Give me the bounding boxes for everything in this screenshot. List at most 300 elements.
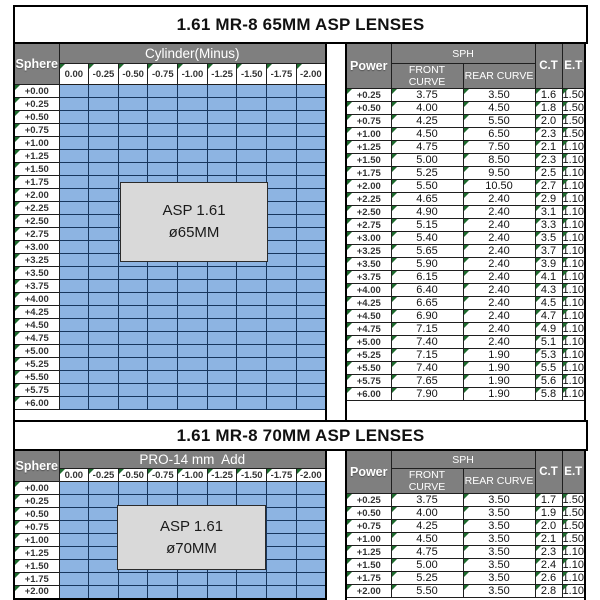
rear-curve-value: 3.50 xyxy=(463,533,535,546)
rear-curve-value: 6.50 xyxy=(463,128,535,141)
empty-cell xyxy=(237,111,267,124)
power-header: Power xyxy=(346,43,391,89)
cylinder-col-header: -1.00 xyxy=(178,469,208,482)
sphere-header: Sphere xyxy=(14,43,59,85)
power-row xyxy=(346,271,585,284)
empty-cell xyxy=(267,306,297,319)
empty-cell xyxy=(296,371,326,384)
empty-cell xyxy=(148,384,178,397)
front-curve-value: 5.00 xyxy=(391,559,463,572)
ct-value: 4.9 xyxy=(535,323,562,336)
empty-cell xyxy=(118,397,148,410)
et-value: 1.10 xyxy=(562,219,584,231)
sphere-value-label: +0.25 xyxy=(14,98,59,111)
empty-cell xyxy=(89,371,119,384)
power-value-label: +2.75 xyxy=(346,219,391,232)
rear-curve-value: 1.90 xyxy=(463,375,535,388)
lens-material-label: ASP 1.61 xyxy=(162,202,226,220)
empty-cell xyxy=(118,124,148,137)
empty-cell xyxy=(59,495,89,508)
power-value-label: +0.50 xyxy=(346,507,391,520)
cylinder-col-header: -0.25 xyxy=(89,64,119,85)
cylinder-col-header: -0.25 xyxy=(89,469,119,482)
empty-cell xyxy=(59,85,89,98)
empty-cell xyxy=(237,482,267,495)
sphere-value-label: +0.00 xyxy=(14,482,59,495)
empty-cell xyxy=(237,293,267,306)
power-value-label: +2.00 xyxy=(346,180,391,193)
empty-cell xyxy=(237,163,267,176)
empty-cell xyxy=(59,150,89,163)
empty-cell xyxy=(296,573,326,586)
power-value-label: +1.50 xyxy=(346,154,391,167)
empty-cell xyxy=(59,358,89,371)
ct-value: 2.9 xyxy=(535,193,562,206)
empty-cell xyxy=(178,124,208,137)
power-row xyxy=(346,193,585,206)
front-curve-value: 6.65 xyxy=(391,297,463,310)
empty-cell xyxy=(207,482,237,495)
front-curve-value: 4.25 xyxy=(391,520,463,533)
cylinder-col-header: -1.25 xyxy=(207,469,237,482)
empty-cell xyxy=(296,280,326,293)
empty-cell xyxy=(296,150,326,163)
sphere-value-label: +1.50 xyxy=(14,163,59,176)
ct-value: 2.0 xyxy=(535,115,562,128)
sphere-value-label: +1.25 xyxy=(14,547,59,560)
sphere-value-label: +3.75 xyxy=(14,280,59,293)
rear-curve-header: REAR CURVE xyxy=(463,469,535,494)
front-curve-value: 4.75 xyxy=(391,546,463,559)
empty-cell xyxy=(178,397,208,410)
rear-curve-value: 1.90 xyxy=(463,388,535,401)
sphere-value-label: +3.25 xyxy=(14,254,59,267)
sphere-row xyxy=(14,293,326,306)
front-curve-value: 5.50 xyxy=(391,585,463,598)
power-row xyxy=(346,336,585,349)
et-value: 1.50 xyxy=(562,533,584,545)
sphere-row xyxy=(14,280,326,293)
sph-group-header: SPH xyxy=(391,450,535,469)
power-value-label: +5.00 xyxy=(346,336,391,349)
empty-cell xyxy=(89,241,119,254)
empty-cell xyxy=(296,254,326,267)
lens-diameter-box-65 xyxy=(120,182,268,262)
sphere-value-label: +3.50 xyxy=(14,267,59,280)
cylinder-col-header: -0.50 xyxy=(118,64,148,85)
empty-cell xyxy=(89,189,119,202)
et-value: 1.10 xyxy=(562,167,584,179)
section2-cylinder-grid-wrap xyxy=(13,449,327,600)
et-value: 1.10 xyxy=(562,297,584,309)
et-value: 1.10 xyxy=(562,193,584,205)
empty-cell xyxy=(59,586,89,599)
empty-cell xyxy=(267,111,297,124)
empty-cell xyxy=(237,124,267,137)
empty-cell xyxy=(296,534,326,547)
section2-curve-table xyxy=(345,449,586,600)
empty-cell xyxy=(148,124,178,137)
empty-cell xyxy=(296,319,326,332)
rear-curve-value: 2.40 xyxy=(463,271,535,284)
sphere-value-label: +1.75 xyxy=(14,176,59,189)
power-row xyxy=(346,559,585,572)
cylinder-col-header: -1.25 xyxy=(207,64,237,85)
front-curve-value: 5.40 xyxy=(391,232,463,245)
power-row xyxy=(346,128,585,141)
empty-cell xyxy=(148,111,178,124)
rear-curve-value: 2.40 xyxy=(463,219,535,232)
empty-cell xyxy=(237,319,267,332)
empty-cell xyxy=(118,358,148,371)
sphere-value-label: +0.50 xyxy=(14,111,59,124)
empty-cell xyxy=(148,573,178,586)
et-value: 1.10 xyxy=(562,310,584,322)
et-value: 1.10 xyxy=(562,362,584,374)
empty-cell xyxy=(296,508,326,521)
sphere-row xyxy=(14,573,326,586)
empty-cell xyxy=(267,85,297,98)
ct-value: 2.8 xyxy=(535,585,562,598)
empty-cell xyxy=(267,397,297,410)
front-curve-value: 7.90 xyxy=(391,388,463,401)
power-row xyxy=(346,494,585,507)
power-value-label: +0.50 xyxy=(346,102,391,115)
et-value: 1.10 xyxy=(562,559,584,571)
section1-curve-table-wrap xyxy=(345,42,586,425)
empty-cell xyxy=(207,332,237,345)
cylinder-col-header: -2.00 xyxy=(296,469,326,482)
empty-cell xyxy=(118,332,148,345)
empty-cell xyxy=(207,371,237,384)
sphere-value-label: +2.00 xyxy=(14,189,59,202)
empty-cell xyxy=(207,280,237,293)
rear-curve-value: 8.50 xyxy=(463,154,535,167)
ct-value: 5.5 xyxy=(535,362,562,375)
sphere-row xyxy=(14,150,326,163)
empty-cell xyxy=(267,495,297,508)
ct-value: 3.7 xyxy=(535,245,562,258)
sphere-value-label: +1.50 xyxy=(14,560,59,573)
sphere-row xyxy=(14,332,326,345)
power-value-label: +2.25 xyxy=(346,193,391,206)
empty-cell xyxy=(237,345,267,358)
ct-header: C.T xyxy=(535,43,562,89)
rear-curve-value: 4.50 xyxy=(463,102,535,115)
power-row xyxy=(346,520,585,533)
empty-cell xyxy=(178,319,208,332)
empty-cell xyxy=(267,150,297,163)
empty-cell xyxy=(118,345,148,358)
front-curve-value: 5.90 xyxy=(391,258,463,271)
sphere-value-label: +4.00 xyxy=(14,293,59,306)
empty-cell xyxy=(59,111,89,124)
power-row xyxy=(346,232,585,245)
section1-curve-table xyxy=(345,42,586,425)
empty-cell xyxy=(267,319,297,332)
ct-value: 5.6 xyxy=(535,375,562,388)
front-curve-value: 4.00 xyxy=(391,507,463,520)
rear-curve-value: 2.40 xyxy=(463,284,535,297)
ct-value: 2.1 xyxy=(535,533,562,546)
empty-cell xyxy=(118,586,148,599)
ct-value: 2.3 xyxy=(535,546,562,559)
empty-cell xyxy=(237,98,267,111)
power-value-label: +4.50 xyxy=(346,310,391,323)
front-curve-value: 4.50 xyxy=(391,533,463,546)
power-value-label: +1.25 xyxy=(346,141,391,154)
power-value-label: +1.00 xyxy=(346,128,391,141)
empty-cell xyxy=(148,371,178,384)
power-value-label: +2.00 xyxy=(346,585,391,598)
empty-cell xyxy=(296,521,326,534)
empty-cell xyxy=(267,241,297,254)
sphere-value-label: +1.00 xyxy=(14,534,59,547)
empty-cell xyxy=(89,267,119,280)
empty-cell xyxy=(89,124,119,137)
empty-cell xyxy=(59,280,89,293)
empty-cell xyxy=(267,215,297,228)
sphere-row xyxy=(14,397,326,410)
empty-cell xyxy=(207,573,237,586)
empty-cell xyxy=(296,85,326,98)
et-value: 1.10 xyxy=(562,284,584,296)
et-value: 1.10 xyxy=(562,180,584,192)
empty-cell xyxy=(267,124,297,137)
et-value: 1.10 xyxy=(562,271,584,283)
empty-cell xyxy=(267,384,297,397)
power-row xyxy=(346,388,585,401)
empty-cell xyxy=(207,384,237,397)
cylinder-col-header: -0.75 xyxy=(148,469,178,482)
ct-header: C.T xyxy=(535,450,562,494)
ct-value: 1.9 xyxy=(535,507,562,520)
sphere-row xyxy=(14,371,326,384)
front-curve-value: 4.65 xyxy=(391,193,463,206)
front-curve-value: 5.50 xyxy=(391,180,463,193)
empty-cell xyxy=(148,306,178,319)
sph-group-header: SPH xyxy=(391,43,535,64)
power-value-label: +6.00 xyxy=(346,388,391,401)
empty-cell xyxy=(89,358,119,371)
rear-curve-value: 1.90 xyxy=(463,362,535,375)
ct-value: 5.8 xyxy=(535,388,562,401)
sphere-value-label: +2.00 xyxy=(14,586,59,599)
power-row xyxy=(346,585,585,598)
empty-cell xyxy=(178,345,208,358)
section1-cylinder-grid-wrap xyxy=(13,42,327,424)
empty-cell xyxy=(89,560,119,573)
empty-cell xyxy=(59,254,89,267)
cylinder-col-header: 0.00 xyxy=(59,469,89,482)
ct-value: 4.5 xyxy=(535,297,562,310)
empty-cell xyxy=(118,280,148,293)
empty-cell xyxy=(296,163,326,176)
empty-cell xyxy=(118,306,148,319)
empty-cell xyxy=(89,573,119,586)
empty-cell xyxy=(89,254,119,267)
empty-cell xyxy=(267,137,297,150)
sphere-value-label: +5.25 xyxy=(14,358,59,371)
empty-cell xyxy=(59,371,89,384)
sphere-row xyxy=(14,163,326,176)
ct-value: 4.3 xyxy=(535,284,562,297)
cylinder-col-header: -2.00 xyxy=(296,64,326,85)
ct-value: 5.3 xyxy=(535,349,562,362)
empty-cell xyxy=(89,163,119,176)
empty-cell xyxy=(148,358,178,371)
front-curve-header: FRONT CURVE xyxy=(391,64,463,89)
empty-cell xyxy=(296,495,326,508)
empty-cell xyxy=(178,85,208,98)
ct-value: 3.9 xyxy=(535,258,562,271)
ct-value: 2.3 xyxy=(535,128,562,141)
front-curve-value: 7.40 xyxy=(391,362,463,375)
empty-cell xyxy=(178,358,208,371)
et-value: 1.10 xyxy=(562,323,584,335)
empty-cell xyxy=(178,280,208,293)
empty-cell xyxy=(237,332,267,345)
et-value: 1.10 xyxy=(562,206,584,218)
empty-cell xyxy=(267,371,297,384)
sphere-value-label: +1.75 xyxy=(14,573,59,586)
front-curve-value: 7.65 xyxy=(391,375,463,388)
empty-cell xyxy=(296,228,326,241)
empty-cell xyxy=(296,560,326,573)
et-value: 1.10 xyxy=(562,245,584,257)
front-curve-value: 5.25 xyxy=(391,572,463,585)
empty-cell xyxy=(267,228,297,241)
empty-cell xyxy=(59,215,89,228)
empty-cell xyxy=(59,534,89,547)
ct-value: 2.5 xyxy=(535,167,562,180)
ct-value: 1.6 xyxy=(535,89,562,102)
empty-cell xyxy=(118,267,148,280)
front-curve-value: 3.75 xyxy=(391,494,463,507)
empty-cell xyxy=(296,384,326,397)
power-row xyxy=(346,206,585,219)
et-value: 1.10 xyxy=(562,232,584,244)
empty-cell xyxy=(118,371,148,384)
sphere-row xyxy=(14,98,326,111)
sphere-value-label: +5.75 xyxy=(14,384,59,397)
empty-cell xyxy=(89,345,119,358)
sphere-row xyxy=(14,137,326,150)
et-value: 1.10 xyxy=(562,572,584,584)
empty-cell xyxy=(59,241,89,254)
sphere-row xyxy=(14,124,326,137)
et-value: 1.50 xyxy=(562,89,584,101)
front-curve-value: 6.15 xyxy=(391,271,463,284)
empty-cell xyxy=(207,137,237,150)
empty-cell xyxy=(148,98,178,111)
power-value-label: +2.50 xyxy=(346,206,391,219)
lens-material-label: ASP 1.61 xyxy=(159,517,224,535)
rear-curve-value: 3.50 xyxy=(463,507,535,520)
sphere-value-label: +4.50 xyxy=(14,319,59,332)
empty-cell xyxy=(59,560,89,573)
empty-cell xyxy=(59,98,89,111)
power-header: Power xyxy=(346,450,391,494)
empty-cell xyxy=(89,521,119,534)
front-curve-value: 7.15 xyxy=(391,323,463,336)
empty-cell xyxy=(207,98,237,111)
sphere-value-label: +2.50 xyxy=(14,215,59,228)
pro14-add-group-header: PRO-14 mm Add xyxy=(59,450,326,469)
empty-cell xyxy=(89,306,119,319)
empty-cell xyxy=(178,267,208,280)
et-value: 1.10 xyxy=(562,375,584,387)
empty-cell xyxy=(59,267,89,280)
et-value: 1.50 xyxy=(562,102,584,114)
empty-cell xyxy=(59,482,89,495)
front-curve-value: 4.25 xyxy=(391,115,463,128)
empty-cell xyxy=(237,358,267,371)
empty-cell xyxy=(118,85,148,98)
cylinder-col-header: -1.50 xyxy=(237,64,267,85)
rear-curve-header: REAR CURVE xyxy=(463,64,535,89)
power-row xyxy=(346,180,585,193)
empty-cell xyxy=(118,319,148,332)
empty-cell xyxy=(118,384,148,397)
empty-cell xyxy=(267,189,297,202)
front-curve-header: FRONT CURVE xyxy=(391,469,463,494)
cylinder-col-header: 0.00 xyxy=(59,64,89,85)
empty-cell xyxy=(89,202,119,215)
power-row xyxy=(346,572,585,585)
empty-cell xyxy=(207,150,237,163)
empty-cell xyxy=(237,586,267,599)
power-value-label: +1.00 xyxy=(346,533,391,546)
sphere-row xyxy=(14,358,326,371)
sphere-row xyxy=(14,111,326,124)
empty-cell xyxy=(267,358,297,371)
ct-value: 1.7 xyxy=(535,494,562,507)
empty-cell xyxy=(118,573,148,586)
ct-value: 4.1 xyxy=(535,271,562,284)
power-value-label: +3.50 xyxy=(346,258,391,271)
empty-cell xyxy=(89,228,119,241)
power-value-label: +3.75 xyxy=(346,271,391,284)
sphere-value-label: +0.00 xyxy=(14,85,59,98)
sphere-value-label: +3.00 xyxy=(14,241,59,254)
empty-cell xyxy=(237,306,267,319)
empty-cell xyxy=(89,332,119,345)
cylinder-col-header: -1.50 xyxy=(237,469,267,482)
sphere-row xyxy=(14,482,326,495)
empty-cell xyxy=(178,586,208,599)
power-value-label: +5.50 xyxy=(346,362,391,375)
cylinder-col-header: -1.75 xyxy=(267,469,297,482)
empty-cell xyxy=(296,267,326,280)
sphere-value-label: +1.25 xyxy=(14,150,59,163)
empty-cell xyxy=(89,215,119,228)
ct-value: 3.5 xyxy=(535,232,562,245)
power-value-label: +1.25 xyxy=(346,546,391,559)
empty-cell xyxy=(296,306,326,319)
sphere-row xyxy=(14,85,326,98)
rear-curve-value: 2.40 xyxy=(463,310,535,323)
et-value: 1.10 xyxy=(562,141,584,153)
empty-cell xyxy=(267,482,297,495)
cylinder-col-header: -0.75 xyxy=(148,64,178,85)
power-value-label: +1.50 xyxy=(346,559,391,572)
ct-value: 3.1 xyxy=(535,206,562,219)
empty-cell xyxy=(89,280,119,293)
front-curve-value: 4.90 xyxy=(391,206,463,219)
empty-cell xyxy=(207,319,237,332)
power-value-label: +3.00 xyxy=(346,232,391,245)
